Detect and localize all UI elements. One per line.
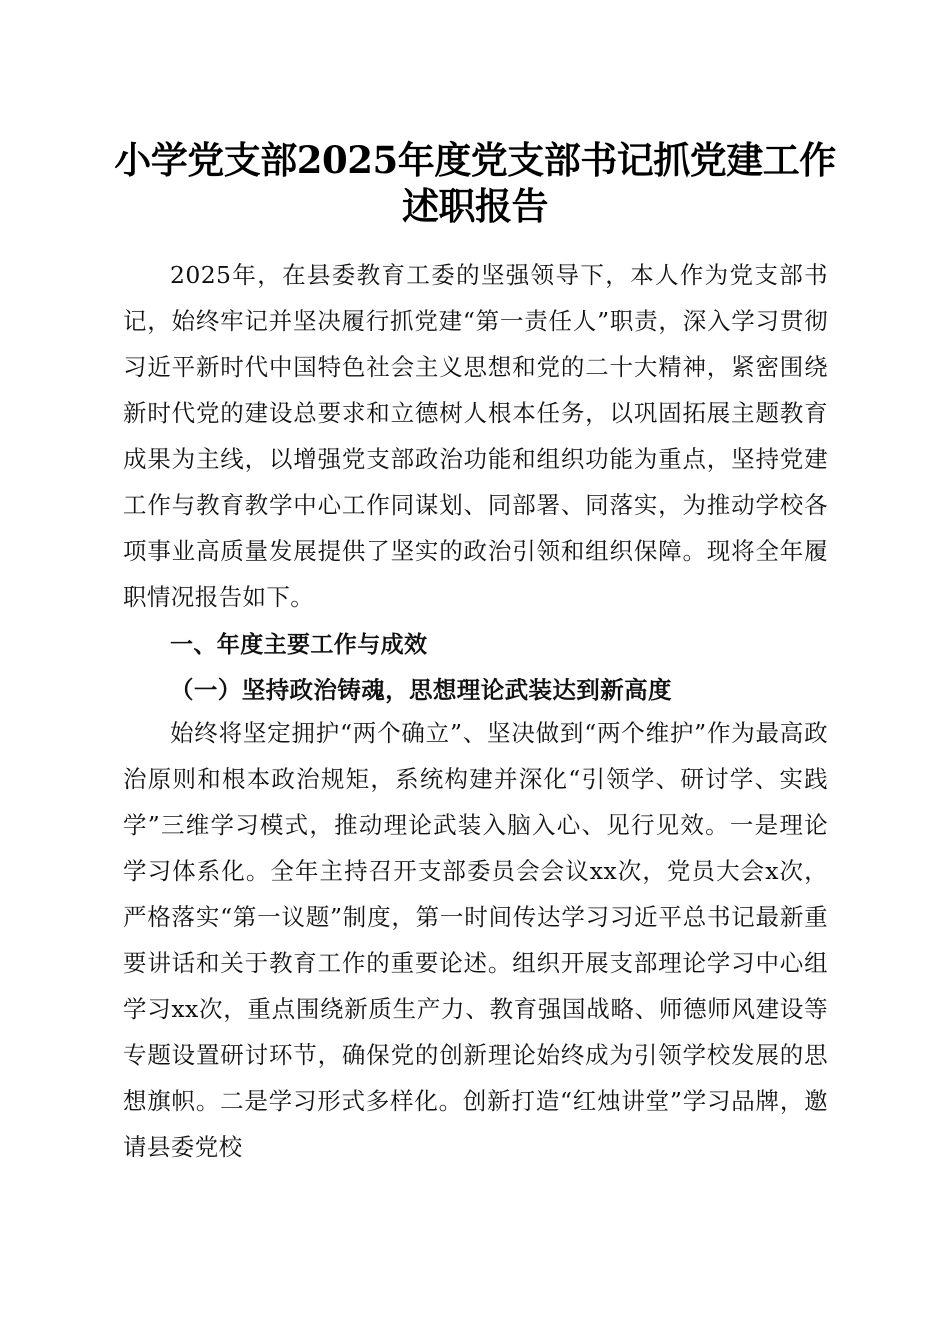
intro-paragraph: 2025年，在县委教育工委的坚强领导下，本人作为党支部书记，始终牢记并坚决履行抓党建“第一责任人”职责，深入学习贯彻习近平新时代中国特色社会主义思想和党的二十大精神，紧密围绕新时代党的建设总要求和立德树人根本任务，以巩固拓展主题教育成果为主线，以增强党支部政治功能和组织功能为重点，坚持党建工作与教育教学中心工作同谋划、同部署、同落实，为推动学校各项事业高质量发展提供了坚实的政治引领和组织保障。现将全年履职情况报告如下。 [123,261,828,611]
body-paragraph: 始终将坚定拥护“两个确立”、坚决做到“两个维护”作为最高政治原则和根本政治规矩，系统构建并深化“引领学、研讨学、实践学”三维学习模式，推动理论武装入脑入心、见行见效。一是理论学习体系化。全年主持召开支部委员会会议xx次，党员大会x次，严格落实“第一议题”制度，第一时间传达学习习近平总书记最新重要讲话和关于教育工作的重要论述。组织开展支部理论学习中心组学习xx次，重点围绕新质生产力、教育强国战略、师德师风建设等专题设置研讨环节，确保党的创新理论始终成为引领学校发展的思想旗帜。二是学习形式多样化。创新打造“红烛讲堂”学习品牌，邀请县委党校 [123,719,828,1161]
document-body [123,252,828,1170]
subsection-heading: （一）坚持政治铸魂，思想理论武装达到新高度 [170,676,672,704]
document-title-line-2: 述职报告 [402,184,548,228]
document-title-line-1: 小学党支部2025年度党支部书记抓党建工作 [114,138,836,182]
section-heading: 一、年度主要工作与成效 [170,632,428,658]
